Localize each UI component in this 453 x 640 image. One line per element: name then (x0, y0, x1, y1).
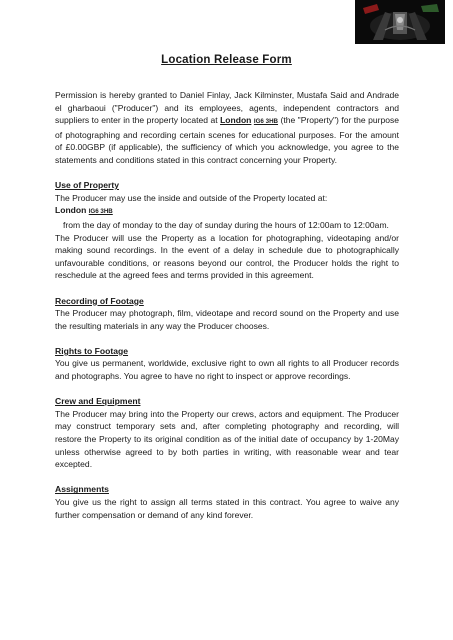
assignments-text: You give us the right to assign all terms stated in this contract. You agree to waive any further compensation or demand of any kind forever. (55, 497, 399, 520)
recording-heading: Recording of Footage (55, 295, 144, 306)
header-logo-image (355, 0, 445, 44)
use-location-name: London (55, 205, 87, 216)
recording-text: The Producer may photograph, film, videotape and record sound on the Property and use the resulting materials in any way the Producer chooses. (55, 308, 399, 331)
rights-text: You give us permanent, worldwide, exclusive right to own all rights to all Producer records and photographs. You agree to have no right to inspect or approve recordings. (55, 358, 399, 382)
use-of-property-location (55, 204, 399, 219)
use-location-postcode: IG6 3HB (88, 208, 113, 216)
assignments-heading: Assignments (55, 484, 109, 495)
form-body (55, 89, 399, 521)
intro-location-name: London (220, 115, 252, 126)
rights-heading: Rights to Footage (55, 345, 129, 356)
use-of-property-heading: Use of Property (55, 180, 119, 191)
intro-text-start: Permission is hereby granted to Daniel Finlay, Jack Kilminster, Mustafa Said and Andrade el gharbaoui ("Producer") and its employees, agents, independent contractors and suppliers to enter in the property located at (55, 90, 399, 126)
use-of-property-para2: The Producer will use the Property as a location for photographing, videotaping and/or making sound recordings. In the event of a delay in schedule due to photographically unfavourable conditions, or reasons beyond our control, the Producer holds the right to reschedule at the agreed fees and terms provided in this agreement. (55, 232, 399, 281)
use-of-property-hours: from the day of monday to the day of sunday during the hours of 12:00am to 12:00am. (63, 219, 389, 230)
intro-postcode: IG6 3HB (253, 118, 279, 126)
crew-heading: Crew and Equipment (55, 396, 141, 407)
use-of-property-line1: The Producer may use the inside and outside of the Property located at: (55, 192, 328, 203)
intro-paragraph (55, 89, 399, 167)
intro-text-end: (the "Property") for the purpose of photographing and recording certain scenes for educational purposes. For the amount of £0.00GBP (if applicable), the sufficiency of which you acknowledge, you agree to the statements and conditions stated in this contract concerning your Property. (55, 115, 399, 165)
page-title: Location Release Form (161, 54, 292, 66)
crew-text: The Producer may bring into the Property our crews, actors and equipment. The Producer may construct temporary sets and, after completing photography and recording, will restore the Property to its original condition as of the initial date of occupancy by 1-20May unless otherwise agreed to by both parties in writing, with reasonable wear and tear excepted. (55, 408, 399, 470)
